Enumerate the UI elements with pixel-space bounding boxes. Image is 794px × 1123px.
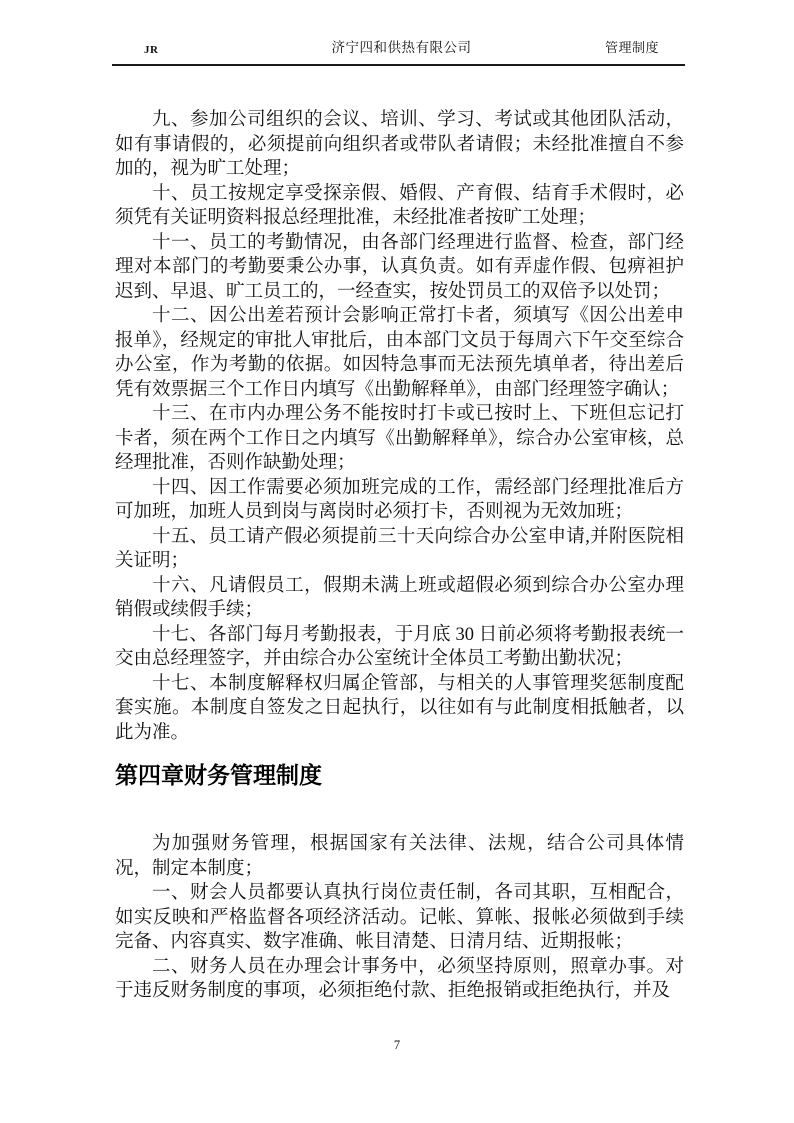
paragraph-attendance-16: 十六、凡请假员工，假期未满上班或超假必须到综合办公室办理销假或续假手续； <box>115 575 684 620</box>
page-header <box>112 36 685 66</box>
paragraph-attendance-12: 十二、因公出差若预计会影响正常打卡者，须填写《因公出差申报单》，经规定的审批人审批后，由本部门文员于每周六下午交至综合办公室，作为考勤的依据。如因特急事而无法预先填单者，待出差后凭有效票据三个工作日内填写《出勤解释单》，由部门经理签字确认； <box>115 306 684 400</box>
page-footer <box>0 1038 794 1053</box>
paragraph-attendance-13: 十三、在市内办理公务不能按时打卡或已按时上、下班但忘记打卡者，须在两个工作日之内填写《出勤解释单》，综合办公室审核，总经理批准，否则作缺勤处理； <box>115 404 684 473</box>
paragraph-finance-1: 一、财会人员都要认真执行岗位责任制，各司其职，互相配合，如实反映和严格监督各项经济活动。记帐、算帐、报帐必须做到手续完备、内容真实、数字准确、帐目清楚、日清月结、近期报帐； <box>115 883 684 952</box>
document-body <box>115 108 684 1004</box>
header-company-name: 济宁四和供热有限公司 <box>331 40 472 55</box>
paragraph-finance-2: 二、财务人员在办理会计事务中，必须坚持原则，照章办事。对于违反财务制度的事项，必须拒绝付款、拒绝报销或拒绝执行，并及 <box>115 956 684 1001</box>
header-doc-type: 管理制度 <box>604 40 659 55</box>
paragraph-attendance-14: 十四、因工作需要必须加班完成的工作，需经部门经理批准后方可加班，加班人员到岗与离岗时必须打卡，否则视为无效加班； <box>115 477 684 522</box>
paragraph-attendance-9: 九、参加公司组织的会议、培训、学习、考试或其他团队活动，如有事请假的，必须提前向组织者或带队者请假；未经批准擅自不参加的，视为旷工处理； <box>115 110 684 179</box>
paragraph-finance-intro: 为加强财务管理，根据国家有关法律、法规，结合公司具体情况，制定本制度； <box>115 834 684 879</box>
page-number: 7 <box>393 1038 401 1052</box>
paragraph-attendance-17b: 十七、本制度解释权归属企管部，与相关的人事管理奖惩制度配套实施。本制度自签发之日起执行，以往如有与此制度相抵触者，以此为准。 <box>115 673 684 743</box>
paragraph-attendance-11: 十一、员工的考勤情况，由各部门经理进行监督、检查，部门经理对本部门的考勤要秉公办事，认真负责。如有弄虚作假、包痹袒护迟到、早退、旷工员工的，一经查实，按处罚员工的双倍予以处罚； <box>115 232 684 302</box>
header-row <box>112 36 685 66</box>
chapter-heading: 第四章财务管理制度 <box>115 762 322 788</box>
paragraph-attendance-15: 十五、员工请产假必须提前三十天向综合办公室申请,并附医院相关证明； <box>115 526 684 571</box>
paragraph-attendance-17a: 十七、各部门每月考勤报表，于月底 30 日前必须将考勤报表统一交由总经理签字，并由综合办公室统计全体员工考勤出勤状况； <box>115 624 684 669</box>
header-logo: JR <box>144 44 159 56</box>
paragraph-attendance-10: 十、员工按规定享受探亲假、婚假、产育假、结育手术假时，必须凭有关证明资料报总经理批准，未经批准者按旷工处理； <box>115 183 684 228</box>
